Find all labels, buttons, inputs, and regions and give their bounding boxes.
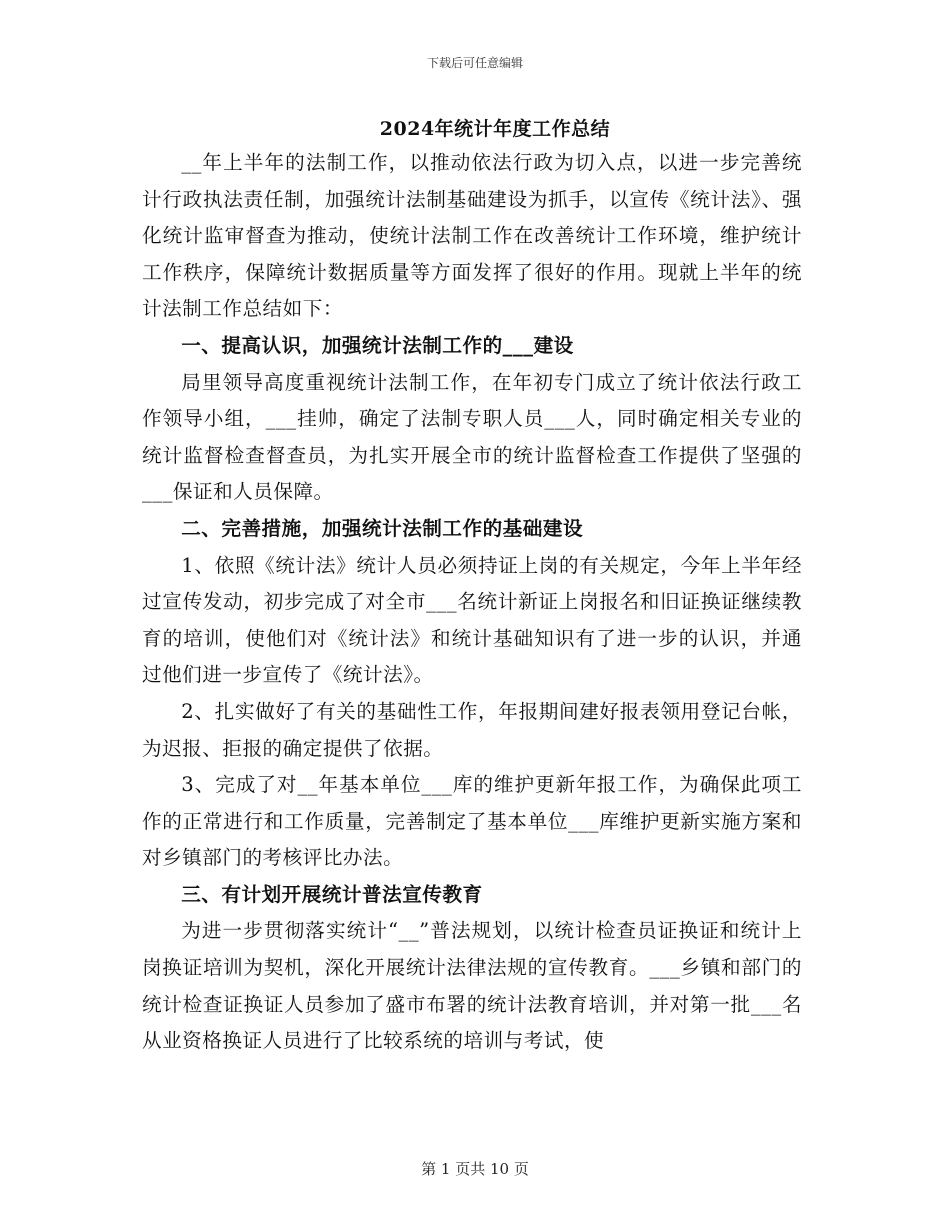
section-heading-1: 一、提高认识，加强统计法制工作的___建设 [181, 333, 574, 357]
paragraph-section-3: 为进一步贯彻落实统计“__”普法规划，以统计检查员证换证和统计上岗换证培训为契机，深化开展统计法律法规的宣传教育。___乡镇和部门的统计检查证换证人员参加了盛市布署的统计法教育培训，并对第一批___名从业资格换证人员进行了比较系统的培训与考试，使 [142, 919, 802, 1053]
paragraph-item-3: 3、完成了对__年基本单位___库的维护更新年报工作，为确保此项工作的正常进行和工作质量，完善制定了基本单位___库维护更新实施方案和对乡镇部门的考核评比办法。 [142, 773, 802, 870]
paragraph-intro: __年上半年的法制工作，以推动依法行政为切入点，以进一步完善统计行政执法责任制，加强统计法制基础建设为抓手，以宣传《统计法》、强化统计监审督查为推动，使统计法制工作在改善统计工作环境，维护统计工作秩序，保障统计数据质量等方面发挥了很好的作用。现就上半年的统计法制工作总结如下： [142, 151, 802, 321]
section-heading-3: 三、有计划开展统计普法宣传教育 [181, 882, 483, 906]
paragraph-item-2: 2、扎实做好了有关的基础性工作，年报期间建好报表领用登记台帐，为迟报、拒报的确定提供了依据。 [142, 699, 802, 760]
document-body [142, 145, 802, 1060]
header-note: 下载后可任意编辑 [426, 56, 523, 70]
page-footer: 第 1 页共 10 页 [421, 1160, 529, 1178]
document-title: 2024年统计年度工作总结 [379, 118, 611, 140]
paragraph-section-1: 局里领导高度重视统计法制工作，在年初专门成立了统计依法行政工作领导小组，___挂帅，确定了法制专职人员___人，同时确定相关专业的统计监督检查督查员，为扎实开展全市的统计监督检查工作提供了坚强的___保证和人员保障。 [142, 370, 802, 504]
section-heading-2: 二、完善措施，加强统计法制工作的基础建设 [181, 516, 584, 540]
paragraph-item-1: 1、依照《统计法》统计人员必须持证上岗的有关规定，今年上半年经过宣传发动，初步完成了对全市___名统计新证上岗报名和旧证换证继续教育的培训，使他们对《统计法》和统计基础知识有了进一步的认识，并通过他们进一步宣传了《统计法》。 [142, 553, 802, 687]
